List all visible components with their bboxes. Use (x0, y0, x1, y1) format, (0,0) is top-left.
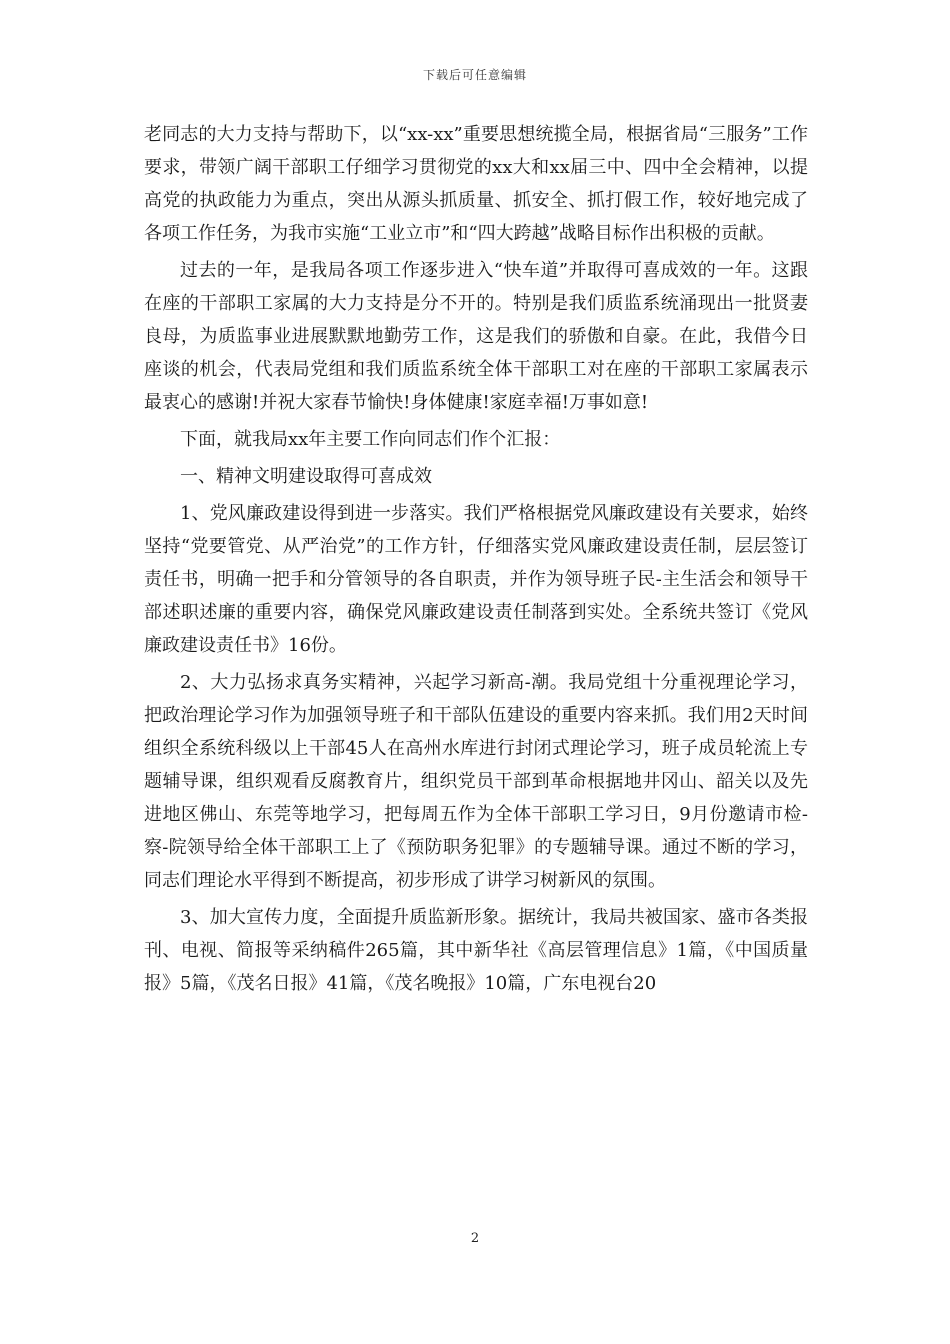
paragraph: 过去的一年，是我局各项工作逐步进入“快车道”并取得可喜成效的一年。这跟在座的干部职工家属的大力支持是分不开的。特别是我们质监系统涌现出一批贤妻良母，为质监事业进展默默地勤劳工作，这是我们的骄傲和自豪。在此，我借今日座谈的机会，代表局党组和我们质监系统全体干部职工对在座的干部职工家属表示最衷心的感谢!并祝大家春节愉快!身体健康!家庭幸福!万事如意! (144, 260, 808, 413)
page-number: 2 (470, 1231, 480, 1246)
paragraph: 2、大力弘扬求真务实精神，兴起学习新高-潮。我局党组十分重视理论学习，把政治理论学习作为加强领导班子和干部队伍建设的重要内容来抓。我们用2天时间组织全系统科级以上干部45人在高州水库进行封闭式理论学习，班子成员轮流上专题辅导课，组织观看反腐教育片，组织党员干部到革命根据地井冈山、韶关以及先进地区佛山、东莞等地学习，把每周五作为全体干部职工学习日，9月份邀请市检-察-院领导给全体干部职工上了《预防职务犯罪》的专题辅导课。通过不断的学习，同志们理论水平得到不断提高，初步形成了讲学习树新风的氛围。 (144, 672, 808, 891)
paragraph: 3、加大宣传力度，全面提升质监新形象。据统计，我局共被国家、盛市各类报刊、电视、简报等采纳稿件265篇，其中新华社《高层管理信息》1篇，《中国质量报》5篇，《茂名日报》41篇，《茂名晚报》10篇，广东电视台20 (144, 907, 808, 994)
section-heading: 一、精神文明建设取得可喜成效 (180, 466, 432, 487)
paragraph: 下面，就我局xx年主要工作向同志们作个汇报： (180, 429, 561, 450)
paragraph: 1、党风廉政建设得到进一步落实。我们严格根据党风廉政建设有关要求，始终坚持“党要管党、从严治党”的工作方针，仔细落实党风廉政建设责任制，层层签订责任书，明确一把手和分管领导的各自职责，并作为领导班子民-主生活会和领导干部述职述廉的重要内容，确保党风廉政建设责任制落到实处。全系统共签订《党风廉政建设责任书》16份。 (144, 503, 808, 656)
page-header-note: 下载后可任意编辑 (422, 68, 527, 82)
document-body (144, 118, 808, 1004)
paragraph: 老同志的大力支持与帮助下，以“xx-xx”重要思想统揽全局，根据省局“三服务”工作要求，带领广阔干部职工仔细学习贯彻党的xx大和xx届三中、四中全会精神，以提高党的执政能力为重点，突出从源头抓质量、抓安全、抓打假工作，较好地完成了各项工作任务，为我市实施“工业立市”和“四大跨越”战略目标作出积极的贡献。 (144, 124, 808, 244)
